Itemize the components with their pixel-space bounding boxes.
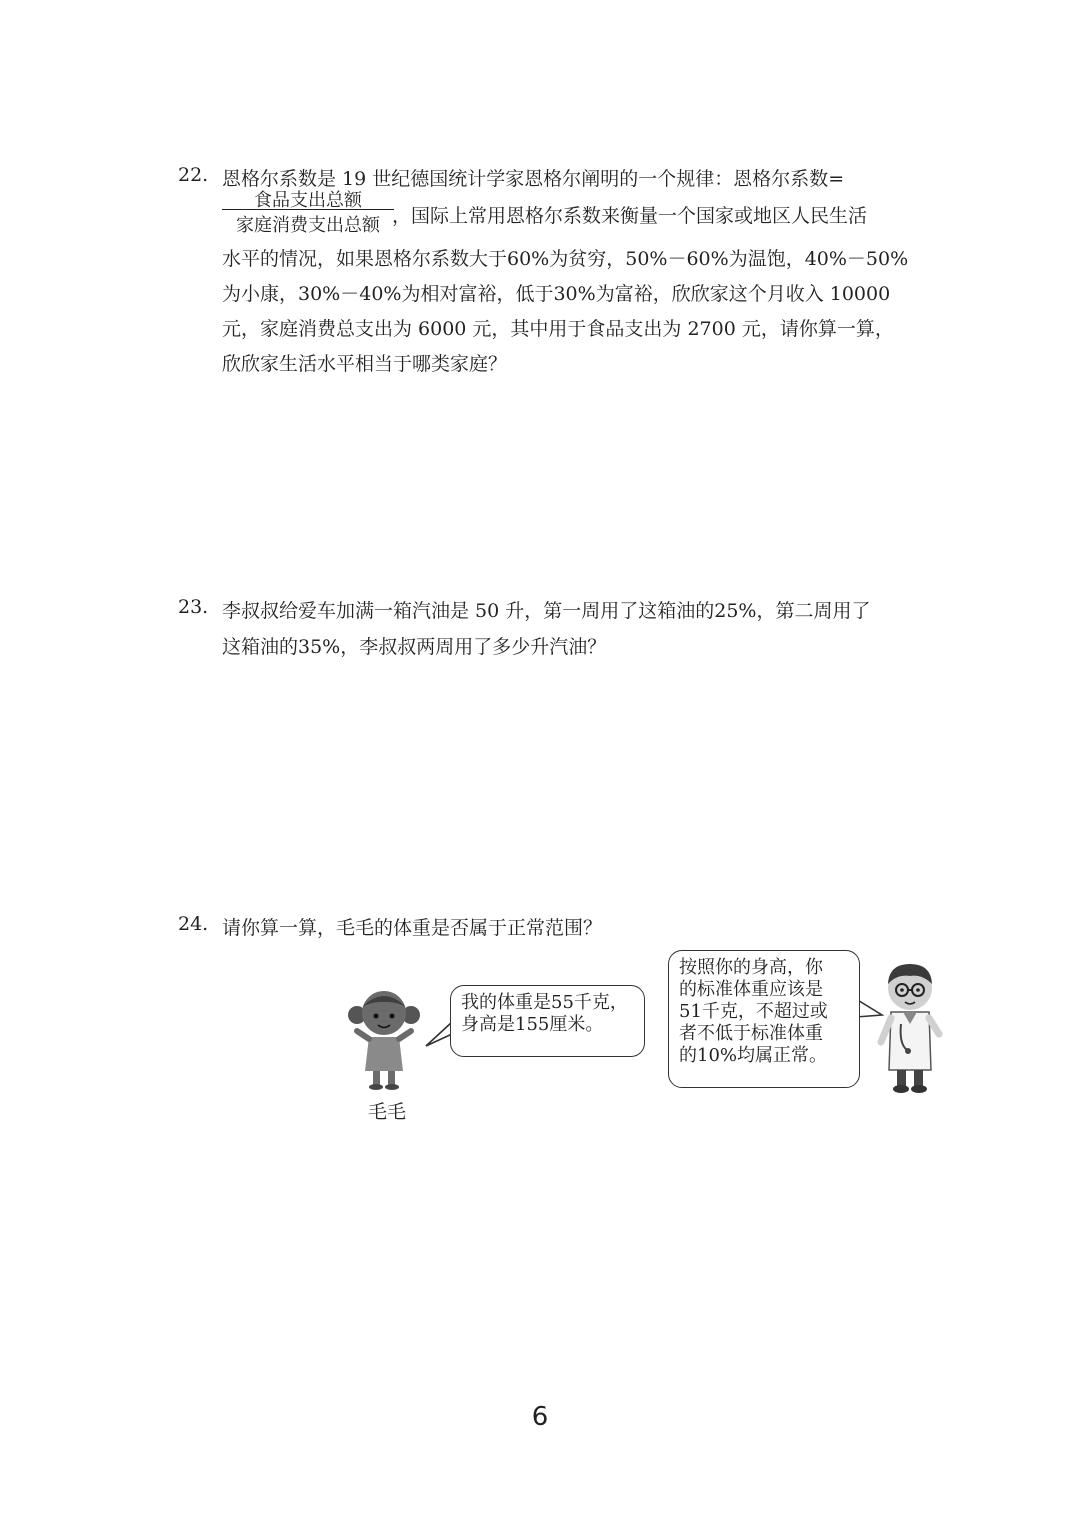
fraction-numerator: 食品支出总额 [254, 190, 362, 211]
q22-line5: 元，家庭消费总支出为 6000 元，其中用于食品支出为 2700 元，请你算一算， [222, 318, 894, 340]
q22-line2: ，国际上常用恩格尔系数来衡量一个国家或地区人民生活 [392, 205, 868, 227]
doctor-bubble-line: 51千克，不超过或 [679, 1001, 828, 1022]
q23-number: 23. [178, 596, 209, 618]
q22-line4: 为小康，30%－40%为相对富裕，低于30%为富裕，欣欣家这个月收入 10000 [222, 283, 891, 305]
girl-bubble-line: 身高是155厘米。 [461, 1014, 604, 1035]
girl-illustration [345, 985, 425, 1095]
doctor-speech-bubble [668, 950, 860, 1088]
q22-number: 22. [178, 164, 209, 186]
q24-number: 24. [178, 913, 209, 935]
q22-line1: 恩格尔系数是 19 世纪德国统计学家恩格尔阐明的一个规律：恩格尔系数= [222, 168, 845, 190]
q23-line2: 这箱油的35%，李叔叔两周用了多少升汽油？ [222, 636, 607, 658]
doctor-bubble-line: 者不低于标准体重 [679, 1023, 823, 1044]
q22-line6: 欣欣家生活水平相当于哪类家庭？ [222, 353, 508, 375]
q22-line3: 水平的情况，如果恩格尔系数大于60%为贫穷，50%－60%为温饱，40%－50% [222, 248, 909, 270]
doctor-bubble-line: 的10%均属正常。 [679, 1045, 828, 1066]
girl-speech-bubble [450, 985, 645, 1057]
fraction-denominator: 家庭消费支出总额 [236, 215, 380, 236]
fraction-bar [222, 209, 394, 210]
doctor-bubble-line: 按照你的身高，你 [679, 957, 823, 978]
doctor-illustration [875, 958, 945, 1098]
girl-bubble-line: 我的体重是55千克， [461, 992, 628, 1013]
page-number: 6 [531, 1402, 549, 1432]
girl-name: 毛毛 [368, 1101, 407, 1123]
q24-line1: 请你算一算，毛毛的体重是否属于正常范围？ [222, 917, 603, 939]
q23-line1: 李叔叔给爱车加满一箱汽油是 50 升，第一周用了这箱油的25%，第二周用了 [222, 600, 871, 622]
doctor-bubble-line: 的标准体重应该是 [679, 979, 823, 1000]
